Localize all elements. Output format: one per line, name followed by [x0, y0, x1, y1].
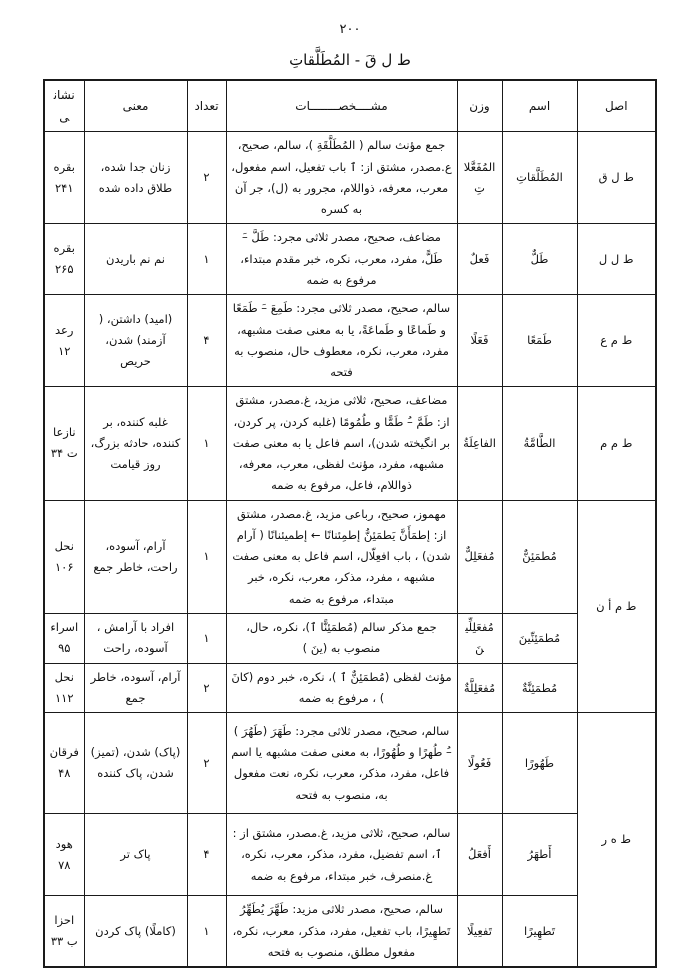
- cell-count: ٢: [187, 132, 226, 224]
- cell-noun: طَهُورًا: [502, 713, 577, 814]
- cell-reference: بقره ٢۴١: [44, 132, 84, 224]
- cell-noun: أَطهَرُ: [502, 814, 577, 896]
- cell-characteristics: جمع مؤنث سالم ( المُطَلَّقَةِ )، سالم، صحیح، ع.مصدر، مشتق از: ٱ باب تفعیل، اسم مفعول، معرب، معرفه، ذواللام، مجرور به (ل)، جر آن به کسره: [226, 132, 457, 224]
- cell-root: ط ل ق: [577, 132, 656, 224]
- cell-noun: مُطمَئِنِّینَ: [502, 613, 577, 663]
- table-row: [44, 387, 656, 500]
- cell-meaning: آرام، آسوده، راحت، خاطر جمع: [84, 500, 187, 613]
- cell-meaning: (کاملًا) پاک کردن: [84, 896, 187, 967]
- cell-noun: الطَّامَّةُ: [502, 387, 577, 500]
- cell-count: ٢: [187, 713, 226, 814]
- cell-count: ۴: [187, 295, 226, 387]
- page-title: ط ل قَ - المُطَلَّقاتِ: [289, 51, 411, 69]
- cell-reference: نازعات ٣۴: [44, 387, 84, 500]
- cell-root: ط م ع: [577, 295, 656, 387]
- cell-meaning: پاک تر: [84, 814, 187, 896]
- cell-count: ۴: [187, 814, 226, 896]
- cell-pattern: المُفَعَّلاتِ: [457, 132, 502, 224]
- cell-count: ١: [187, 896, 226, 967]
- cell-reference: احزاب ٣٣: [44, 896, 84, 967]
- cell-pattern: الفاعِلَةُ: [457, 387, 502, 500]
- cell-pattern: مُفعَلِلَّةٌ: [457, 663, 502, 713]
- cell-noun: مُطمَئِنَّةٌ: [502, 663, 577, 713]
- cell-root: ط م م: [577, 387, 656, 500]
- cell-reference: نحل ١٠۶: [44, 500, 84, 613]
- cell-meaning: زنان جدا شده، طلاق داده شده: [84, 132, 187, 224]
- cell-pattern: مُفعَلِلِّینَ: [457, 613, 502, 663]
- header-tedad: تعداد: [187, 80, 226, 132]
- cell-meaning: آرام، آسوده، خاطر جمع: [84, 663, 187, 713]
- header-vazn: وزن: [457, 80, 502, 132]
- cell-reference: نحل ١١٢: [44, 663, 84, 713]
- cell-pattern: فَعلٌ: [457, 224, 502, 295]
- header-moshakhasat: مشــــخصــــــــات: [226, 80, 457, 132]
- cell-characteristics: سالم، صحیح، مصدر ثلاثی مجرد: طَهَرَ (طَهُرَ ) –ُ طُهرًا و طُهُورًا، به معنی صفت مشبهه یا اسم فاعل، مفرد، مذکر، معرب، نکره، نعت مفعول به، منصوب به فتحه: [226, 713, 457, 814]
- table-row: [44, 613, 656, 663]
- cell-characteristics: مهموز، صحیح، رباعی مزید، غ.مصدر، مشتق از: إطمَأَنَّ یَطمَئِنُّ إطمِئنانًا ← إطمیئنانًا ( آرام شدن) ، باب افعِلّال، اسم فاعل به معنی صفت مشبهه ، مفرد، مذکر، معرب، نکره، خبر مبتداء، مرفوع به ضمه: [226, 500, 457, 613]
- table-header-row: [44, 80, 656, 132]
- cell-count: ١: [187, 613, 226, 663]
- table-row: [44, 295, 656, 387]
- cell-reference: هود ٧٨: [44, 814, 84, 896]
- cell-count: ١: [187, 500, 226, 613]
- header-asl: اصل: [577, 80, 656, 132]
- cell-noun: طَمَعًا: [502, 295, 577, 387]
- cell-reference: رعد ١٢: [44, 295, 84, 387]
- cell-pattern: أَفعَلُ: [457, 814, 502, 896]
- cell-characteristics: سالم، صحیح، مصدر ثلاثی مجرد: طَمِعَ –َ طَمَعًا و طَماعًا و طَماعَةً، یا به معنی صفت مشبهه، مفرد، معرب، نکره، معطوف حال، منصوب به فتحه: [226, 295, 457, 387]
- header-neshani: نشانی: [44, 80, 84, 132]
- cell-noun: المُطَلَّقاتِ: [502, 132, 577, 224]
- page-number: ٢٠٠: [339, 22, 361, 37]
- table-row: [44, 132, 656, 224]
- header-esm: اسم: [502, 80, 577, 132]
- cell-characteristics: سالم، صحیح، ثلاثی مزید، غ.مصدر، مشتق از : ٱ، اسم تفضیل، مفرد، مذکر، معرب، نکره، غ.منصرف، خبر مبتداء، مرفوع به ضمه: [226, 814, 457, 896]
- cell-characteristics: سالم، صحیح، مصدر ثلاثی مزید: طَهَّرَ یُطَهِّرُ تَطهِیرًا، باب تفعیل، مفرد، مذکر، معرب، نکره، مفعول مطلق، منصوب به فتحه: [226, 896, 457, 967]
- cell-root: ط م أ ن: [577, 500, 656, 713]
- cell-pattern: فَعَلًا: [457, 295, 502, 387]
- header-mani: معنی: [84, 80, 187, 132]
- table-row: [44, 896, 656, 967]
- cell-characteristics: جمع مذکر سالم (مُطمَئِنًّا ٱ)، نکره، حال، منصوب به (ینَ ): [226, 613, 457, 663]
- cell-pattern: تَفعِیلًا: [457, 896, 502, 967]
- table-row: [44, 663, 656, 713]
- cell-meaning: افراد با آرامش ، آسوده، راحت: [84, 613, 187, 663]
- cell-noun: طَلٌّ: [502, 224, 577, 295]
- cell-reference: بقره ٢۶۵: [44, 224, 84, 295]
- table-row: [44, 814, 656, 896]
- cell-pattern: مُفعَلِلٌّ: [457, 500, 502, 613]
- cell-noun: تَطهِیرًا: [502, 896, 577, 967]
- cell-reference: اسراء ٩۵: [44, 613, 84, 663]
- cell-characteristics: مؤنث لفظی (مُطمَئِنٌّ ٱ )، نکره، خبر دوم (کانَ ) ، مرفوع به ضمه: [226, 663, 457, 713]
- cell-meaning: غلبه کننده، بر کننده، حادثه بزرگ، روز قیامت: [84, 387, 187, 500]
- table-row: [44, 500, 656, 613]
- cell-root: ط ل ل: [577, 224, 656, 295]
- cell-pattern: فَعُولًا: [457, 713, 502, 814]
- table-row: [44, 713, 656, 814]
- cell-meaning: (امید) داشتن، ( آزمند) شدن، حریص: [84, 295, 187, 387]
- cell-count: ١: [187, 387, 226, 500]
- cell-meaning: نم نم باریدن: [84, 224, 187, 295]
- cell-root: ط ه ر: [577, 713, 656, 967]
- cell-meaning: (پاک) شدن، (تمیز) شدن، پاک کننده: [84, 713, 187, 814]
- cell-count: ١: [187, 224, 226, 295]
- cell-count: ٢: [187, 663, 226, 713]
- vocabulary-table: [43, 79, 657, 968]
- table-row: [44, 224, 656, 295]
- cell-reference: فرقان ۴٨: [44, 713, 84, 814]
- cell-characteristics: مضاعف، صحیح، ثلاثی مزید، غ.مصدر، مشتق از: طَمَّ –ُ طَمًّا و طُمُومًا (غلبه کردن، پر کردن، بر انگیخته شدن)، اسم فاعل یا به معنی صفت مشبهه، مفرد، مؤنث لفظی، معرب، معرفه، ذواللام، فاعل، مرفوع به ضمه: [226, 387, 457, 500]
- cell-characteristics: مضاعف، صحیح، مصدر ثلاثی مجرد: طَلَّ –َ طَلًّ، مفرد، معرب، نکره، خبر مقدم مبتداء، مرفوع به ضمه: [226, 224, 457, 295]
- cell-noun: مُطمَئِنٌّ: [502, 500, 577, 613]
